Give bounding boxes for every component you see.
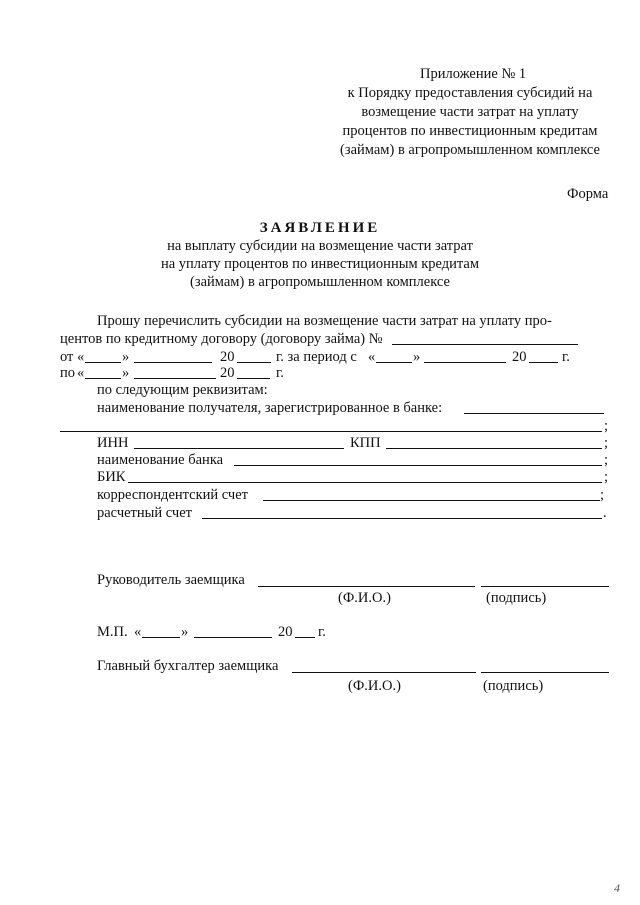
quote-open: « <box>368 349 376 365</box>
kpp-label: КПП <box>350 435 381 451</box>
year-prefix: 20 <box>220 365 235 381</box>
stamp-month-field[interactable] <box>194 637 272 638</box>
bik-label: БИК <box>97 469 126 485</box>
appendix-line-3: процентов по инвестиционным кредитам <box>342 123 598 139</box>
request-paragraph-line-2: центов по кредитному договору (договору займа) № <box>60 331 383 347</box>
account-label: расчетный счет <box>97 505 192 521</box>
page-mark: 4 <box>614 881 620 895</box>
accountant-signature-field[interactable] <box>481 672 609 673</box>
fio-caption: (Ф.И.О.) <box>348 678 401 694</box>
recipient-field-continued[interactable] <box>60 431 602 432</box>
form-label: Форма <box>567 186 609 202</box>
period-from-day-field[interactable] <box>376 362 412 363</box>
from-day-field[interactable] <box>85 362 121 363</box>
from-month-field[interactable] <box>134 362 212 363</box>
inn-label: ИНН <box>97 435 129 451</box>
year-prefix: 20 <box>512 349 527 365</box>
quote-close: » <box>122 349 130 365</box>
appendix-number: Приложение № 1 <box>420 66 527 82</box>
year-prefix: 20 <box>278 624 293 640</box>
period-label: г. за период с <box>276 349 357 365</box>
year-suffix: г. <box>318 624 326 640</box>
head-label: Руководитель заемщика <box>97 572 245 588</box>
quote-close: » <box>413 349 421 365</box>
kpp-field[interactable] <box>386 448 602 449</box>
head-signature-field[interactable] <box>481 586 609 587</box>
bik-field[interactable] <box>128 482 602 483</box>
from-label: от <box>60 349 74 365</box>
corr-account-field[interactable] <box>263 500 600 501</box>
separator-semicolon: ; <box>600 487 605 503</box>
appendix-line-1: к Порядку предоставления субсидий на <box>347 85 593 101</box>
recipient-label: наименование получателя, зарегистрированное в банке: <box>97 400 443 416</box>
recipient-field[interactable] <box>464 413 604 414</box>
quote-open: « <box>77 365 85 381</box>
separator-semicolon: ; <box>604 435 609 451</box>
signature-caption: (подпись) <box>486 590 547 606</box>
accountant-label: Главный бухгалтер заемщика <box>97 658 279 674</box>
separator-semicolon: ; <box>604 452 609 468</box>
year-prefix: 20 <box>220 349 235 365</box>
separator-semicolon: ; <box>604 469 609 485</box>
quote-close: » <box>181 624 189 640</box>
corr-account-label: корреспондентский счет <box>97 487 248 503</box>
to-month-field[interactable] <box>134 378 216 379</box>
accountant-name-field[interactable] <box>292 672 476 673</box>
stamp-year-field[interactable] <box>295 637 315 638</box>
inn-field[interactable] <box>134 448 344 449</box>
head-name-field[interactable] <box>258 586 475 587</box>
request-paragraph-line-1: Прошу перечислить субсидии на возмещение части затрат на уплату про- <box>97 313 552 329</box>
from-year-field[interactable] <box>237 362 271 363</box>
to-label: по <box>60 365 76 381</box>
appendix-line-2: возмещение части затрат на уплату <box>361 104 579 120</box>
to-day-field[interactable] <box>85 378 121 379</box>
contract-number-field[interactable] <box>392 344 578 345</box>
stamp-label: М.П. <box>97 624 128 640</box>
signature-caption: (подпись) <box>483 678 544 694</box>
bank-name-field[interactable] <box>234 465 602 466</box>
document-title: ЗАЯВЛЕНИЕ <box>259 220 381 236</box>
to-year-field[interactable] <box>237 378 270 379</box>
separator-semicolon: ; <box>604 418 609 434</box>
year-suffix: г. <box>562 349 570 365</box>
details-label: по следующим реквизитам: <box>97 382 268 398</box>
title-line-1: на выплату субсидии на возмещение части затрат <box>167 238 473 254</box>
separator-dot: . <box>603 505 607 521</box>
fio-caption: (Ф.И.О.) <box>338 590 391 606</box>
bank-name-label: наименование банка <box>97 452 224 468</box>
quote-open: « <box>134 624 142 640</box>
appendix-line-4: (займам) в агропромышленном комплексе <box>340 142 600 158</box>
stamp-day-field[interactable] <box>142 637 180 638</box>
title-line-2: на уплату процентов по инвестиционным кредитам <box>160 256 480 272</box>
period-from-month-field[interactable] <box>424 362 506 363</box>
title-line-3: (займам) в агропромышленном комплексе <box>190 274 450 290</box>
quote-close: » <box>122 365 130 381</box>
account-field[interactable] <box>202 518 602 519</box>
year-suffix: г. <box>276 365 284 381</box>
quote-open: « <box>77 349 85 365</box>
period-from-year-field[interactable] <box>529 362 558 363</box>
